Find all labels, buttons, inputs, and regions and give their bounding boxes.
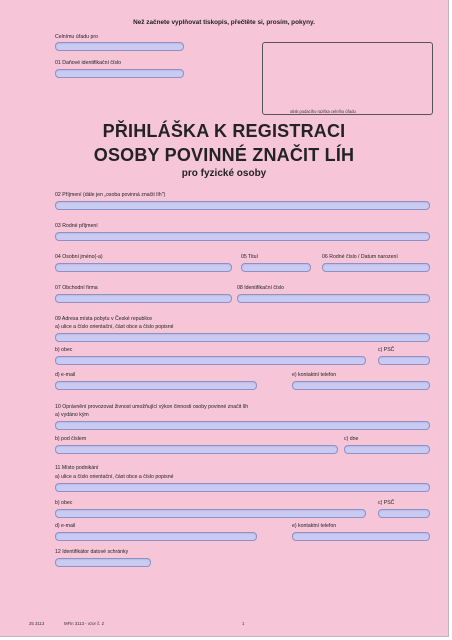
title-degree-field[interactable] <box>241 263 311 272</box>
residence-zip-field[interactable] <box>378 356 430 365</box>
permit-number-field[interactable] <box>55 445 338 454</box>
residence-phone-field[interactable] <box>292 381 430 390</box>
business-name-field[interactable] <box>55 294 232 303</box>
business-phone-field[interactable] <box>292 532 430 541</box>
business-phone-label: e) kontaktní telefon <box>292 523 337 529</box>
business-zip-label: c) PSČ <box>378 500 395 506</box>
dic-field[interactable] <box>55 69 184 78</box>
form-subtitle: pro fyzické osoby <box>181 168 267 179</box>
surname-field[interactable] <box>55 201 430 210</box>
business-email-label: d) e-mail <box>55 523 76 529</box>
first-name-field[interactable] <box>55 263 232 272</box>
form-title-line-2: OSOBY POVINNÉ ZNAČIT LÍH <box>93 145 355 165</box>
data-box-label: 12 Identifikátor datové schránky <box>55 549 129 555</box>
permit-date-field[interactable] <box>344 445 430 454</box>
stamp-box-label: otisk podacího razítka celního úřadu <box>290 109 356 114</box>
form-title-line-1: PŘIHLÁŠKA K REGISTRACI <box>102 121 346 141</box>
residence-heading: 09 Adresa místa pobytu v České republice <box>55 316 153 322</box>
business-city-label: b) obec <box>55 500 73 506</box>
business-email-field[interactable] <box>55 532 257 541</box>
customs-office-label: Celnímu úřadu pro <box>55 34 98 40</box>
permit-number-label: b) pod číslem <box>55 436 87 442</box>
birth-number-label: 06 Rodné číslo / Datum narození <box>322 254 398 260</box>
id-number-label: 08 Identifikační číslo <box>237 285 285 291</box>
business-zip-field[interactable] <box>378 509 430 518</box>
id-number-field[interactable] <box>237 294 430 303</box>
customs-office-field[interactable] <box>55 42 184 51</box>
business-street-label: a) ulice a číslo orientační, část obce a číslo popisné <box>55 474 174 480</box>
residence-email-label: d) e-mail <box>55 372 76 378</box>
business-place-heading: 11 Místo podnikání <box>55 465 99 471</box>
birth-surname-label: 03 Rodné příjmení <box>55 223 98 229</box>
permit-heading: 10 Oprávnění provozovat živnost umožňující výkon činnosti osoby povinné značit líh <box>55 404 249 410</box>
data-box-field[interactable] <box>55 558 151 567</box>
residence-email-field[interactable] <box>55 381 257 390</box>
surname-label: 02 Příjmení (dále jen „osoba povinná značit líh") <box>55 192 166 198</box>
birth-surname-field[interactable] <box>55 232 430 241</box>
residence-zip-label: c) PSČ <box>378 347 395 353</box>
permit-date-label: c) dne <box>344 436 359 442</box>
permit-issuer-label: a) vydáno kým <box>55 412 89 418</box>
residence-phone-label: e) kontaktní telefon <box>292 372 337 378</box>
birth-number-field[interactable] <box>322 263 430 272</box>
permit-issuer-field[interactable] <box>55 421 430 430</box>
form-version: MFin 3113 - vzor č. 2 <box>64 621 105 626</box>
first-name-label: 04 Osobní jméno(-a) <box>55 254 103 260</box>
residence-street-field[interactable] <box>55 333 430 342</box>
instructions-note: Než začnete vyplňovat tiskopis, přečtěte si, prosím, pokyny. <box>133 19 315 26</box>
residence-city-field[interactable] <box>55 356 366 365</box>
title-degree-label: 05 Titul <box>241 254 258 260</box>
dic-label: 01 Daňové identifikační číslo <box>55 60 122 66</box>
business-name-label: 07 Obchodní firma <box>55 285 98 291</box>
business-city-field[interactable] <box>55 509 366 518</box>
business-street-field[interactable] <box>55 483 430 492</box>
residence-city-label: b) obec <box>55 347 73 353</box>
stamp-box <box>262 42 433 115</box>
form-code: 25 3113 <box>29 621 45 626</box>
page-number: 1 <box>242 621 245 626</box>
residence-street-label: a) ulice a číslo orientační, část obce a číslo popisné <box>55 324 174 330</box>
